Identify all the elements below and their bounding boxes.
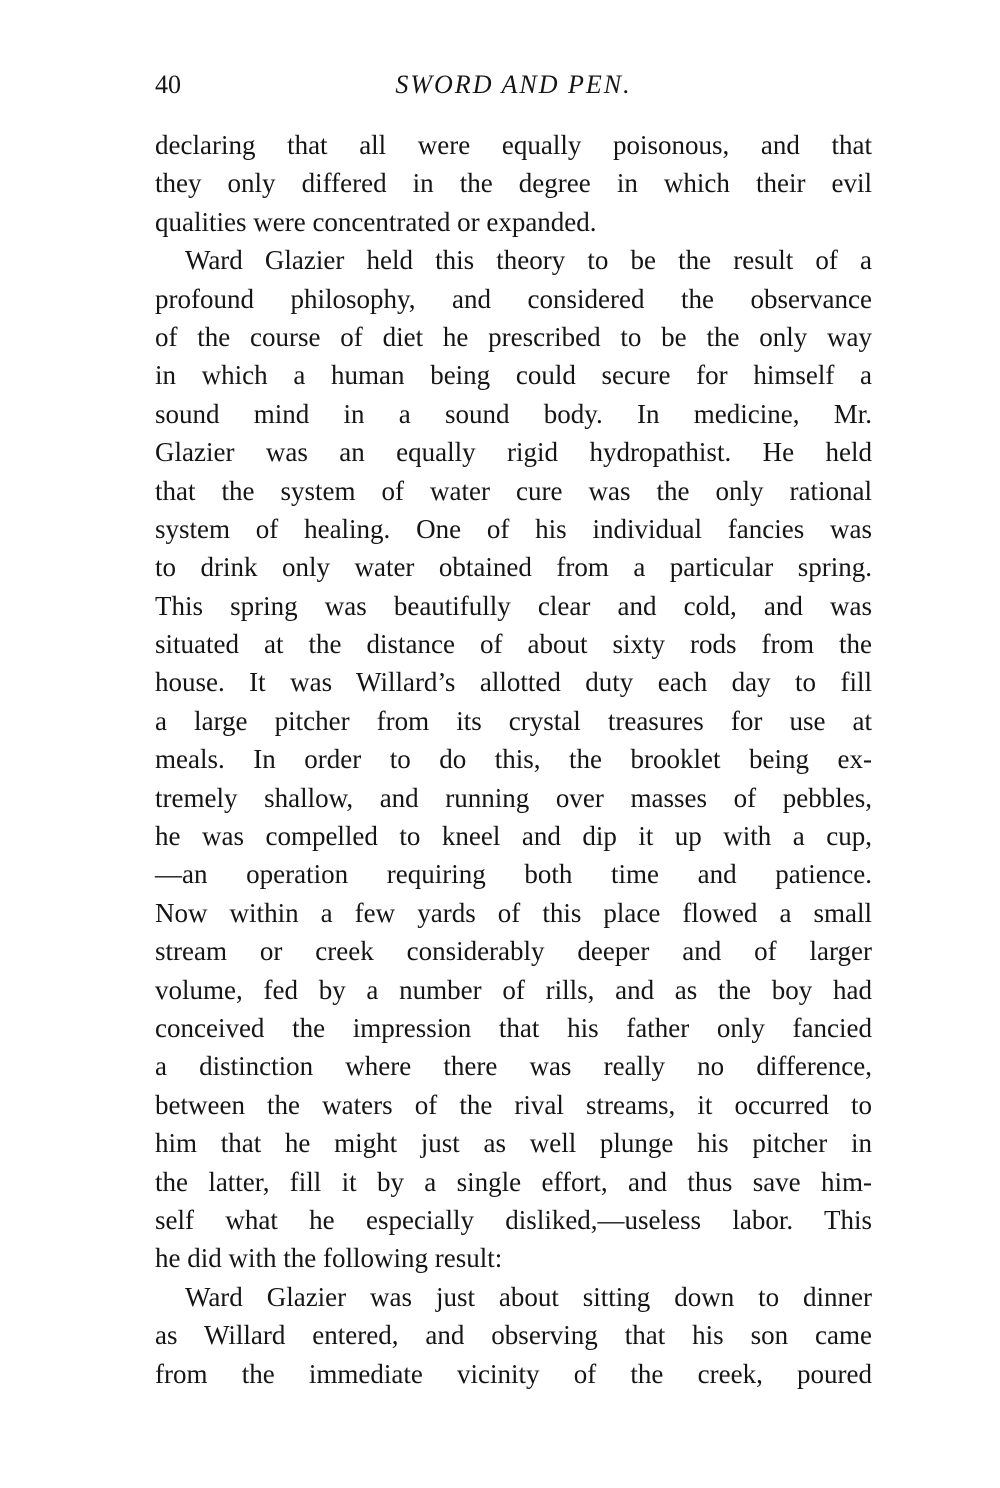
text-line: —an operation requiring both time and patience. <box>155 859 872 890</box>
text-line: he was compelled to kneel and dip it up with a cup, <box>155 821 872 852</box>
page-header <box>155 70 872 106</box>
text-line: to drink only water obtained from a particular spring. <box>155 552 872 583</box>
text-line: profound philosophy, and considered the observance <box>155 283 872 314</box>
text-line: system of healing. One of his individual fancies was <box>155 513 872 544</box>
text-line: a distinction where there was really no difference, <box>155 1051 872 1082</box>
text-line: This spring was beautifully clear and cold, and was <box>155 590 872 621</box>
text-line: volume, fed by a number of rills, and as the boy had <box>155 974 872 1005</box>
text-line: stream or creek considerably deeper and of larger <box>155 936 872 967</box>
text-line: sound mind in a sound body. In medicine, Mr. <box>155 398 872 429</box>
text-line: Ward Glazier was just about sitting down to dinner <box>185 1281 872 1312</box>
body-text <box>155 126 872 1393</box>
text-line: self what he especially disliked,—useless labor. This <box>155 1204 872 1235</box>
text-line: meals. In order to do this, the brooklet being ex- <box>155 744 872 775</box>
text-line: situated at the distance of about sixty rods from the <box>155 629 872 660</box>
text-line: a large pitcher from its crystal treasures for use at <box>155 705 872 736</box>
text-line: as Willard entered, and observing that his son came <box>155 1320 872 1351</box>
text-line: they only differed in the degree in which their evil <box>155 168 872 199</box>
text-line: Now within a few yards of this place flowed a small <box>155 897 872 928</box>
text-line: that the system of water cure was the only rational <box>155 475 872 506</box>
text-line: the latter, fill it by a single effort, and thus save him- <box>155 1166 872 1197</box>
text-line: house. It was Willard’s allotted duty each day to fill <box>155 667 872 698</box>
text-line: conceived the impression that his father only fancied <box>155 1012 872 1043</box>
text-line: he did with the following result: <box>155 1243 503 1274</box>
text-line: him that he might just as well plunge his pitcher in <box>155 1128 872 1159</box>
text-line: between the waters of the rival streams, it occurred to <box>155 1089 872 1120</box>
text-line: in which a human being could secure for himself a <box>155 360 872 391</box>
running-title: SWORD AND PEN. <box>395 70 632 99</box>
text-line: tremely shallow, and running over masses of pebbles, <box>155 782 872 813</box>
text-line: of the course of diet he prescribed to be the only way <box>155 321 872 352</box>
text-line: Glazier was an equally rigid hydropathist. He held <box>155 437 872 468</box>
text-line: declaring that all were equally poisonous, and that <box>155 130 872 160</box>
text-line: from the immediate vicinity of the creek, poured <box>155 1358 872 1389</box>
text-line: qualities were concentrated or expanded. <box>155 206 597 237</box>
page-number: 40 <box>155 70 181 99</box>
text-line: Ward Glazier held this theory to be the result of a <box>185 245 872 276</box>
